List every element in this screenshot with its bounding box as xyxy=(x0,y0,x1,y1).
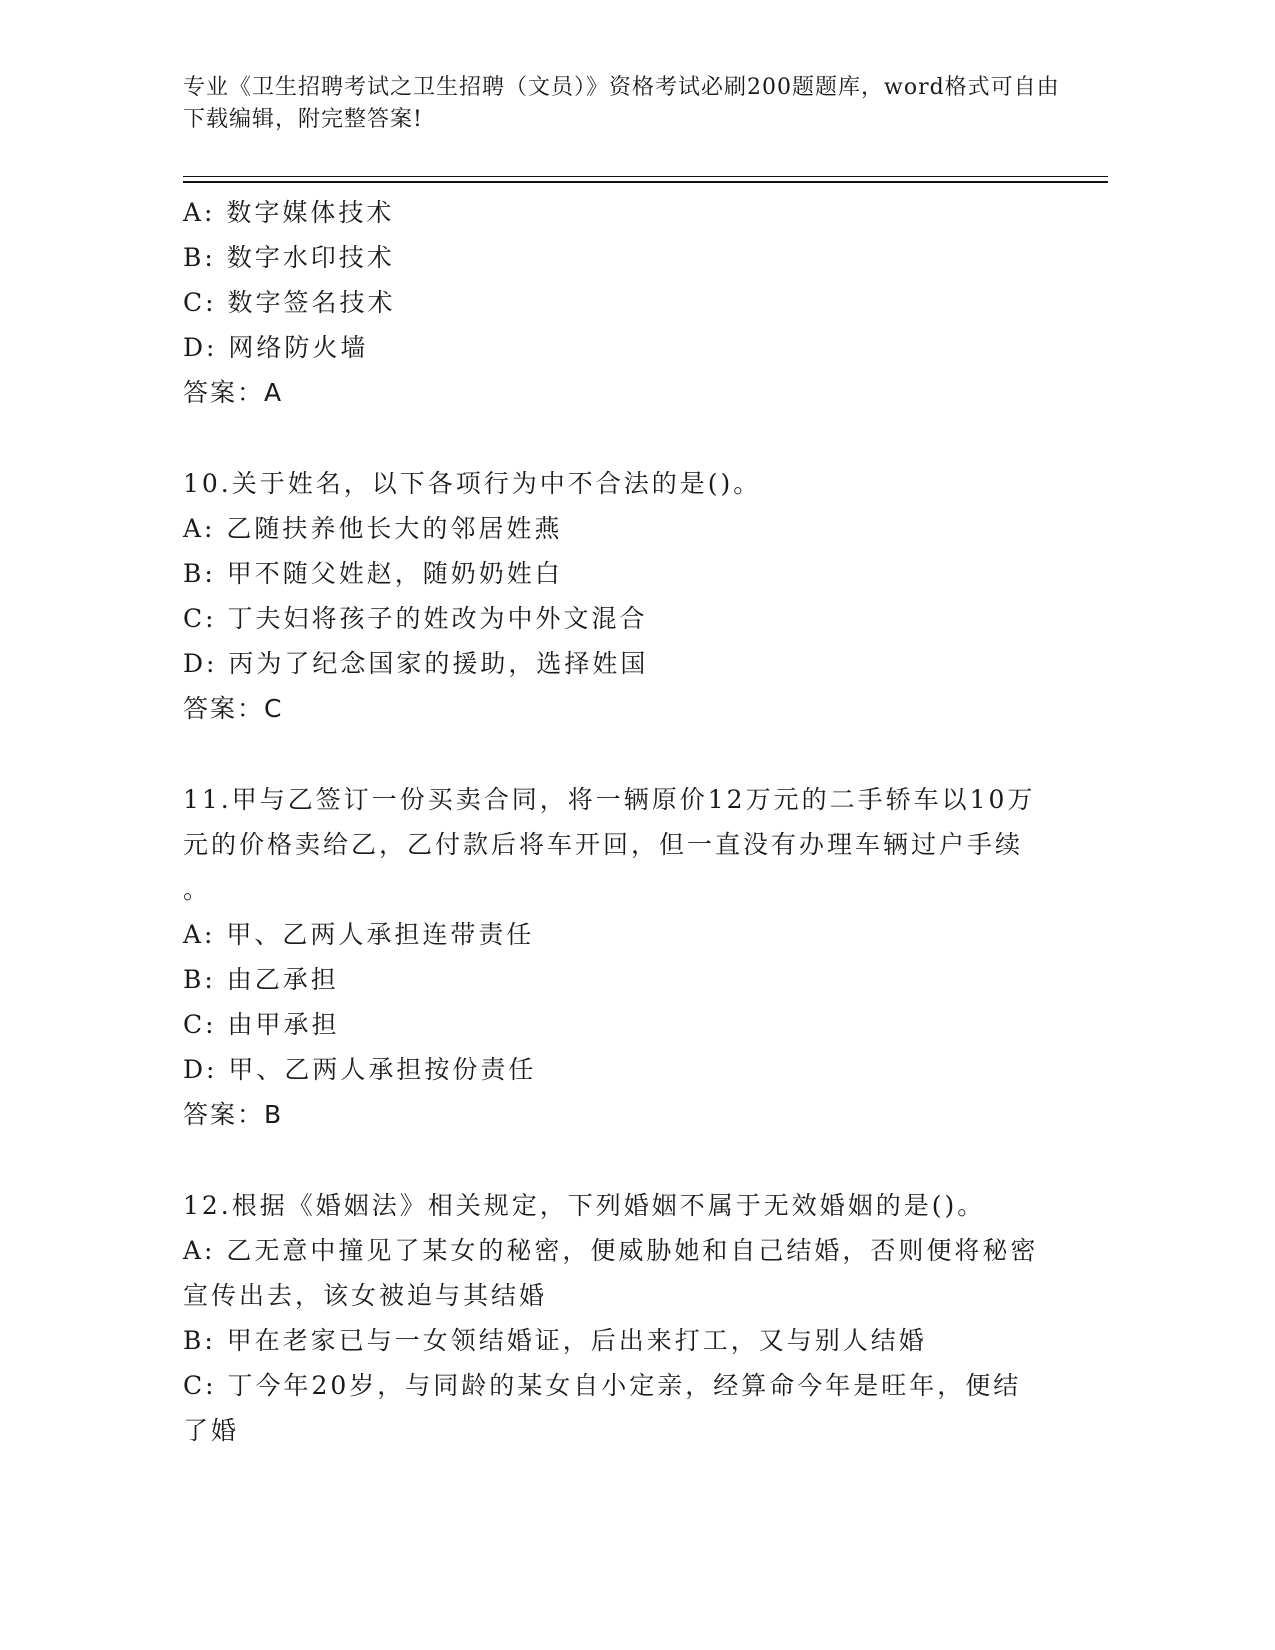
option-d: D: 丙为了纪念国家的援助，选择姓国 xyxy=(183,649,649,678)
document-body xyxy=(183,190,1083,1453)
option-a: A: 数字媒体技术 xyxy=(183,198,395,227)
question-11 xyxy=(183,777,1083,1137)
option-d: D: 甲、乙两人承担按份责任 xyxy=(183,1055,537,1084)
question-10 xyxy=(183,461,1083,731)
option-b: B: 数字水印技术 xyxy=(183,243,395,272)
spacer xyxy=(183,415,1083,461)
option-c: C: 数字签名技术 xyxy=(183,288,396,317)
answer: 答案：B xyxy=(183,1100,284,1129)
option-b: B: 甲不随父姓赵，随奶奶姓白 xyxy=(183,559,563,588)
spacer xyxy=(183,731,1083,777)
spacer xyxy=(183,1137,1083,1183)
option-b: B: 甲在老家已与一女领结婚证，后出来打工，又与别人结婚 xyxy=(183,1326,927,1355)
option-a: A: 乙无意中撞见了某女的秘密，便威胁她和自己结婚，否则便将秘密 xyxy=(183,1236,1039,1265)
question-stem-line: 。 xyxy=(183,875,212,904)
option-a-continued: 宣传出去，该女被迫与其结婚 xyxy=(183,1281,548,1310)
document-header: 专业《卫生招聘考试之卫生招聘（文员）》资格考试必刷200题题库，word格式可自由下载编辑，附完整答案! xyxy=(183,75,1060,132)
answer: 答案：A xyxy=(183,378,284,407)
option-c: C: 丁夫妇将孩子的姓改为中外文混合 xyxy=(183,604,648,633)
option-c: C: 由甲承担 xyxy=(183,1010,340,1039)
option-a: A: 甲、乙两人承担连带责任 xyxy=(183,920,535,949)
question-12 xyxy=(183,1183,1083,1453)
answer: 答案：C xyxy=(183,694,284,723)
option-a: A: 乙随扶养他长大的邻居姓燕 xyxy=(183,514,563,543)
question-9 xyxy=(183,190,1083,415)
question-stem-line: 11.甲与乙签订一份买卖合同，将一辆原价12万元的二手轿车以10万 xyxy=(183,785,1036,814)
option-d: D: 网络防火墙 xyxy=(183,333,369,362)
option-b: B: 由乙承担 xyxy=(183,965,339,994)
header-divider-thin xyxy=(183,176,1108,177)
option-c: C: 丁今年20岁，与同龄的某女自小定亲，经算命今年是旺年，便结 xyxy=(183,1371,1022,1400)
question-stem-line: 元的价格卖给乙，乙付款后将车开回，但一直没有办理车辆过户手续 xyxy=(183,830,1024,859)
header-divider-thick xyxy=(183,181,1108,183)
option-c-continued: 了婚 xyxy=(183,1416,240,1445)
question-stem: 12.根据《婚姻法》相关规定，下列婚姻不属于无效婚姻的是()。 xyxy=(183,1191,986,1220)
question-stem: 10.关于姓名，以下各项行为中不合法的是()。 xyxy=(183,469,762,498)
